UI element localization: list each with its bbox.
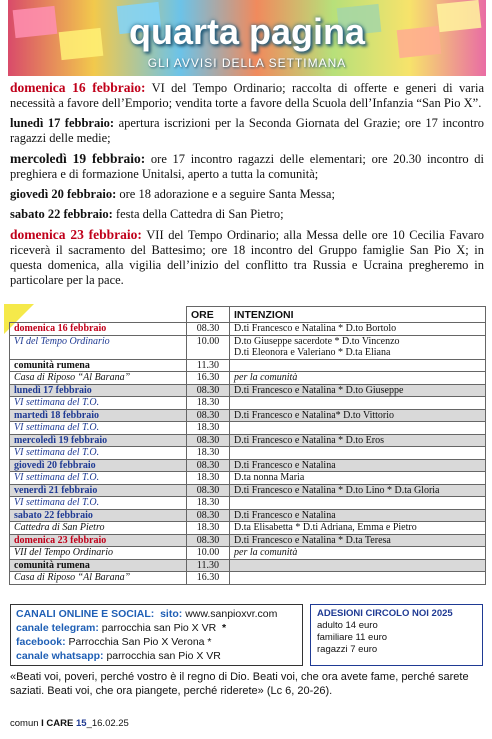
intention-cell: D.ti Francesco e Natalina	[230, 509, 486, 522]
time-cell: 08.30	[187, 534, 230, 547]
channels-title: CANALI ONLINE E SOCIAL:	[16, 608, 155, 620]
day-cell: mercoledì 19 febbraio	[10, 434, 187, 447]
online-channels-box	[10, 604, 303, 666]
table-row	[10, 359, 486, 372]
page-title: quarta pagina	[128, 11, 366, 52]
table-row	[10, 547, 486, 560]
table-row	[10, 534, 486, 547]
notice-day: mercoledì 19 febbraio:	[10, 151, 146, 166]
day-cell: giovedì 20 febbraio	[10, 459, 187, 472]
intention-cell: D.ta nonna Maria	[230, 472, 486, 485]
time-cell: 11.30	[187, 559, 230, 572]
notice-text: ore 18 adorazione e a seguire Santa Messa;	[116, 187, 335, 201]
day-cell: VI settimana del T.O.	[10, 472, 187, 485]
mass-schedule-table	[9, 306, 486, 585]
website-label: sito:	[160, 608, 183, 620]
website-line	[16, 607, 297, 621]
membership-price: adulto 14 euro	[317, 620, 378, 631]
day-cell: Casa di Riposo “Al Barana”	[10, 372, 187, 385]
notice-item	[10, 116, 484, 146]
time-cell: 10.00	[187, 547, 230, 560]
membership-price: familiare 11 euro	[317, 632, 388, 643]
footer-prefix: comun	[10, 718, 42, 729]
whatsapp-line	[16, 649, 297, 663]
table-row	[10, 484, 486, 497]
day-cell: lunedì 17 febbraio	[10, 384, 187, 397]
time-cell: 18.30	[187, 497, 230, 510]
time-cell: 18.30	[187, 397, 230, 410]
intention-cell	[230, 572, 486, 585]
facebook-line	[16, 635, 297, 649]
website-link[interactable]: www.sanpioxvr.com	[185, 608, 278, 620]
intention-cell	[230, 359, 486, 372]
footer-brand: I CARE	[41, 718, 74, 729]
day-cell: martedì 18 febbraio	[10, 409, 187, 422]
facebook-link[interactable]: Parrocchia San Pio X Verona *	[68, 636, 212, 648]
telegram-mark: *	[222, 622, 227, 634]
facebook-label: facebook:	[16, 636, 66, 648]
intention-cell: D.ta Elisabetta * D.ti Adriana, Emma e Pietro	[230, 522, 486, 535]
column-header-ore: ORE	[187, 307, 230, 323]
notice-text: ore 17 incontro ragazzi delle elementari; ore 20.30 incontro di preghiera e di formazione Unitalsi, aperto a tutta la comunità;	[10, 152, 484, 181]
table-row	[10, 509, 486, 522]
notice-item	[10, 227, 484, 288]
table-row	[10, 572, 486, 585]
intention-cell: D.ti Francesco e Natalina * D.to Eros	[230, 434, 486, 447]
whatsapp-link[interactable]: parrocchia san Pio X VR	[106, 650, 221, 662]
time-cell: 08.30	[187, 323, 230, 336]
table-header-row	[10, 307, 486, 323]
day-cell: sabato 22 febbraio	[10, 509, 187, 522]
membership-title: ADESIONI CIRCOLO NOI 2025	[317, 608, 453, 619]
notice-day: domenica 16 febbraio:	[10, 80, 146, 95]
day-cell: comunità rumena	[10, 359, 187, 372]
time-cell: 08.30	[187, 384, 230, 397]
time-cell: 08.30	[187, 434, 230, 447]
notice-text: festa della Cattedra di San Pietro;	[112, 207, 284, 221]
footer-date: _16.02.25	[86, 718, 129, 729]
notice-day: sabato 22 febbraio:	[10, 207, 113, 221]
weekly-notices	[10, 80, 484, 293]
time-cell: 16.30	[187, 572, 230, 585]
intention-cell: D.ti Francesco e Natalina * D.ta Teresa	[230, 534, 486, 547]
intention-cell: per la comunità	[230, 372, 486, 385]
time-cell: 18.30	[187, 522, 230, 535]
notice-item	[10, 80, 484, 111]
notice-text: VII del Tempo Ordinario; alla Messa delle ore 10 Cecilia Favaro riceverà il sacramento del Battesimo; ore 18 incontro del Gruppo famiglie San Pio X; in questa domenica, alla vigilia dell’inizio del conflitto tra Russia e Ucraina pregheremo in particolare per la pace.	[10, 228, 484, 287]
footer	[10, 718, 129, 729]
day-cell: VI settimana del T.O.	[10, 397, 187, 410]
table-row	[10, 422, 486, 435]
telegram-line	[16, 621, 297, 635]
header-banner	[8, 0, 486, 76]
intention-cell	[230, 559, 486, 572]
notice-day: giovedì 20 febbraio:	[10, 187, 117, 201]
notice-item	[10, 187, 484, 202]
whatsapp-label: canale whatsapp:	[16, 650, 104, 662]
table-row	[10, 335, 486, 347]
notice-day: domenica 23 febbraio:	[10, 227, 142, 242]
table-row	[10, 472, 486, 485]
notice-text: VI del Tempo Ordinario; raccolta di offerte e generi di varia necessità a favore dell’Emporio; vendita torte a favore della Scuola dell’Infanzia “San Pio X”.	[10, 81, 484, 110]
table-row	[10, 384, 486, 397]
day-cell: comunità rumena	[10, 559, 187, 572]
time-cell: 08.30	[187, 409, 230, 422]
intention-cell: D.ti Francesco e Natalina * D.to Lino * D.ta Gloria	[230, 484, 486, 497]
table-row	[10, 559, 486, 572]
time-cell: 18.30	[187, 447, 230, 460]
footer-issue: 15	[76, 718, 87, 729]
day-cell: VI settimana del T.O.	[10, 422, 187, 435]
membership-box	[310, 604, 483, 666]
table-header-empty	[10, 307, 187, 323]
time-cell: 10.00	[187, 335, 230, 359]
intention-cell	[230, 497, 486, 510]
intention-cell	[230, 397, 486, 410]
page-subtitle: GLI AVVISI DELLA SETTIMANA	[147, 56, 347, 70]
notice-day: lunedì 17 febbraio:	[10, 116, 115, 130]
intention-cell: D.ti Francesco e Natalina	[230, 459, 486, 472]
table-row	[10, 434, 486, 447]
time-cell: 08.30	[187, 509, 230, 522]
intention-cell: D.ti Eleonora e Valeriano * D.ta Eliana	[230, 347, 486, 359]
table-row	[10, 323, 486, 336]
intention-cell: D.to Giuseppe sacerdote * D.to Vincenzo	[230, 335, 486, 347]
table-row	[10, 497, 486, 510]
time-cell: 11.30	[187, 359, 230, 372]
notice-text: apertura iscrizioni per la Seconda Giornata del Grazie; ore 17 incontro ragazzi delle medie;	[10, 116, 485, 145]
table-row	[10, 397, 486, 410]
day-cell: VI settimana del T.O.	[10, 497, 187, 510]
day-cell: venerdì 21 febbraio	[10, 484, 187, 497]
time-cell: 18.30	[187, 472, 230, 485]
column-header-intenzioni: INTENZIONI	[230, 307, 486, 323]
time-cell: 18.30	[187, 422, 230, 435]
table-row	[10, 522, 486, 535]
time-cell: 16.30	[187, 372, 230, 385]
table-row	[10, 459, 486, 472]
day-cell: domenica 23 febbraio	[10, 534, 187, 547]
gospel-quote: «Beati voi, poveri, perché vostro è il regno di Dio. Beati voi, che ora avete fame, perché sarete saziati. Beati voi, che ora piangete, perché riderete» (Lc 6, 20-26).	[10, 671, 469, 697]
day-cell: Casa di Riposo “Al Barana”	[10, 572, 187, 585]
telegram-label: canale telegram:	[16, 622, 99, 634]
day-cell: VI del Tempo Ordinario	[10, 335, 187, 359]
day-cell: domenica 16 febbraio	[10, 323, 187, 336]
telegram-link[interactable]: parrocchia san Pio X VR	[101, 622, 217, 634]
table-row	[10, 409, 486, 422]
intention-cell: per la comunità	[230, 547, 486, 560]
intention-cell: D.ti Francesco e Natalina* D.to Vittorio	[230, 409, 486, 422]
time-cell: 08.30	[187, 484, 230, 497]
membership-price: ragazzi 7 euro	[317, 644, 378, 655]
intention-cell	[230, 447, 486, 460]
notice-item	[10, 151, 484, 182]
notice-item	[10, 207, 484, 222]
table-row	[10, 447, 486, 460]
time-cell: 08.30	[187, 459, 230, 472]
intention-cell: D.ti Francesco e Natalina * D.to Giuseppe	[230, 384, 486, 397]
intention-cell: D.ti Francesco e Natalina * D.to Bortolo	[230, 323, 486, 336]
table-row	[10, 372, 486, 385]
day-cell: Cattedra di San Pietro	[10, 522, 187, 535]
day-cell: VI settimana del T.O.	[10, 447, 187, 460]
intention-cell	[230, 422, 486, 435]
day-cell: VII del Tempo Ordinario	[10, 547, 187, 560]
